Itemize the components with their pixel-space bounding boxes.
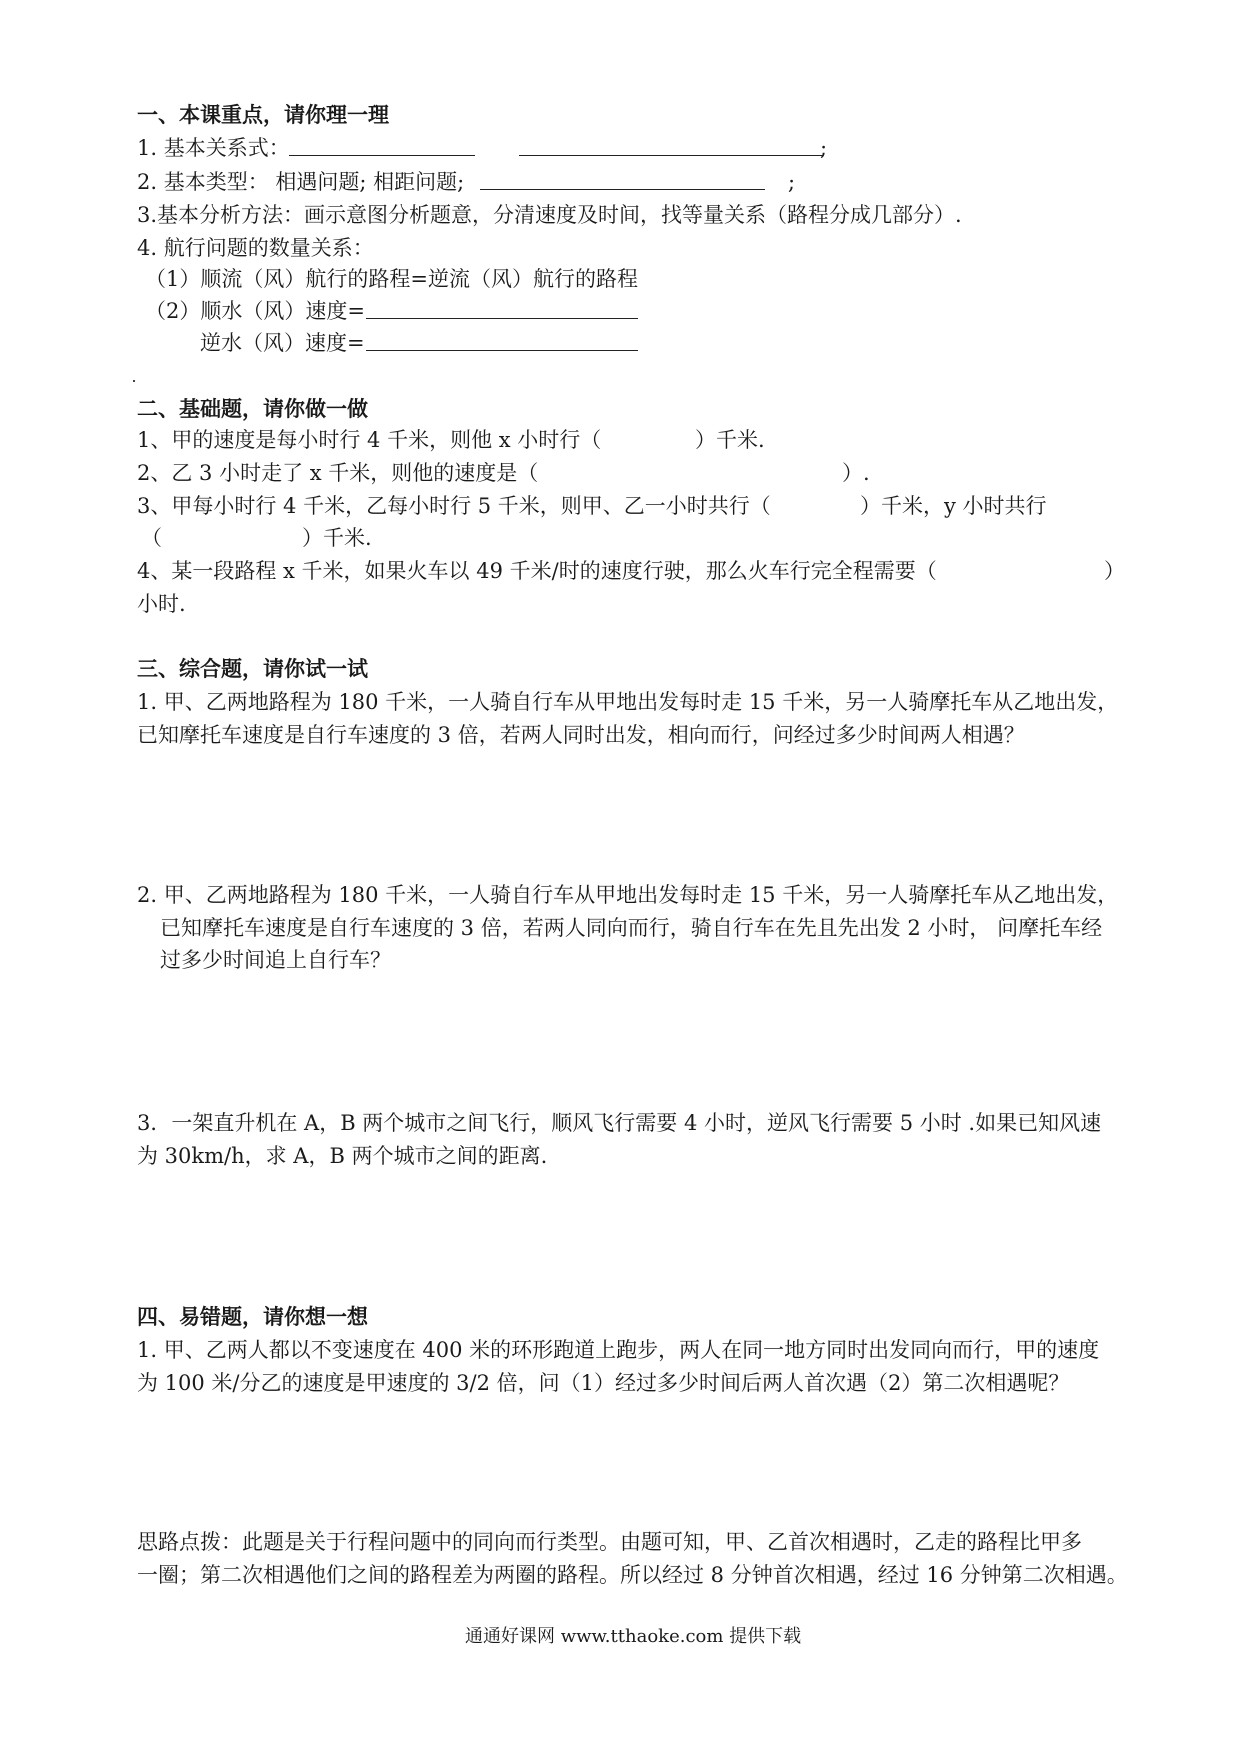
upstream-speed-blank[interactable] (366, 328, 638, 359)
q2-text: 2、乙 3 小时走了 x 千米，则他的速度是（ (137, 461, 539, 485)
s4-p1-line1: 1. 甲、乙两人都以不变速度在 400 米的环形跑道上跑步，两人在同一地方同时出发同向而行，甲的速度 (137, 1338, 1100, 1362)
q4-text: 4、某一段路程 x 千米，如果火车以 49 千米/时的速度行驶，那么火车行完全程需要（ (137, 559, 937, 583)
q3-end: ）千米. (302, 526, 372, 550)
item2-blank[interactable] (480, 167, 765, 198)
hint-line1: 思路点拨：此题是关于行程问题中的同向而行类型。由题可知，甲、乙首次相遇时，乙走的路程比甲多 (137, 1530, 1082, 1554)
section2-q3 (0, 491, 1240, 521)
q4-end: 小时. (137, 592, 186, 616)
section1-heading (0, 100, 1240, 130)
section3-p3-line1 (0, 1108, 1240, 1138)
p1-line1: 1. 甲、乙两地路程为 180 千米，一人骑自行车从甲地出发每时走 15 千米，另一人骑摩托车从乙地出发， (137, 690, 1119, 714)
item1-label: 1. 基本关系式： (137, 136, 290, 160)
section3-heading (0, 654, 1240, 684)
section1-item3 (0, 200, 1240, 230)
item2-label: 2. 基本类型： 相遇问题; 相距问题; (137, 170, 465, 194)
item1-end: ; (820, 136, 828, 160)
q3-mid: ）千米，y 小时共行 (860, 494, 1047, 518)
footer-text: 通通好课网 www.tthaoke.com 提供下载 (465, 1626, 802, 1647)
section1-item1 (0, 133, 1240, 163)
p2-line1: 2. 甲、乙两地路程为 180 千米，一人骑自行车从甲地出发每时走 15 千米，另一人骑摩托车从乙地出发， (137, 883, 1119, 907)
section4-hint-line2 (0, 1560, 1240, 1590)
section2-heading-text: 二、基础题，请你做一做 (137, 396, 368, 421)
p2-line2: 已知摩托车速度是自行车速度的 3 倍，若两人同向而行，骑自行车在先且先出发 2 小时， 问摩托车经 (160, 916, 1103, 940)
section2-q2 (0, 458, 1240, 488)
section3-p2-line3 (0, 945, 1240, 975)
item2-end: ; (788, 170, 796, 194)
section3-heading-text: 三、综合题，请你试一试 (137, 656, 368, 681)
section2-q4 (0, 556, 1240, 586)
q1-text: 1、甲的速度是每小时行 4 千米，则他 x 小时行（ (137, 428, 602, 452)
q2-end: ）. (842, 461, 870, 485)
item1-blank-a[interactable] (289, 133, 475, 164)
p1-line2: 已知摩托车速度是自行车速度的 3 倍，若两人同时出发，相向而行，问经过多少时间两人相遇？ (137, 723, 1025, 747)
p3-line1: 3．一架直升机在 A，B 两个城市之间飞行，顺风飞行需要 4 小时，逆风飞行需要 5 小时 .如果已知风速 (137, 1111, 1102, 1135)
section2-q4-cont (0, 589, 1240, 619)
q3-open: （ (141, 526, 162, 550)
section3-p1-line2 (0, 720, 1240, 750)
item3-text: 3.基本分析方法：画示意图分析题意，分清速度及时间，找等量关系（路程分成几部分）. (137, 203, 962, 227)
q4-close: ） (1104, 559, 1125, 583)
page-footer (0, 1622, 1240, 1652)
item4-text: 4. 航行问题的数量关系： (137, 236, 374, 260)
item4-2-label: （2）顺水（风）速度= (145, 299, 365, 323)
section2-q3-cont (0, 523, 1240, 553)
section4-hint-line1 (0, 1527, 1240, 1557)
downstream-speed-blank[interactable] (366, 296, 638, 327)
q3-text: 3、甲每小时行 4 千米，乙每小时行 5 千米，则甲、乙一小时共行（ (137, 494, 771, 518)
section1-item4-2 (0, 296, 1240, 326)
item4-3-label: 逆水（风）速度= (200, 331, 365, 355)
section3-p1-line1 (0, 687, 1240, 717)
p2-line3: 过多少时间追上自行车？ (160, 948, 391, 972)
section4-heading (0, 1302, 1240, 1332)
s4-p1-line2: 为 100 米/分乙的速度是甲速度的 3/2 倍，问（1）经过多少时间后两人首次遇（2）第二次相遇呢？ (137, 1371, 1070, 1395)
section1-item4 (0, 233, 1240, 263)
scan-speck (133, 380, 135, 382)
item1-blank-b[interactable] (519, 133, 823, 164)
q1-end: ）千米. (695, 428, 765, 452)
section1-item4-3 (0, 328, 1240, 358)
item4-1-text: （1）顺流（风）航行的路程=逆流（风）航行的路程 (145, 267, 638, 291)
section3-p3-line2 (0, 1141, 1240, 1171)
section4-heading-text: 四、易错题，请你想一想 (137, 1304, 368, 1329)
section3-p2-line1 (0, 880, 1240, 910)
section2-q1 (0, 425, 1240, 455)
section1-item4-1 (0, 264, 1240, 294)
section1-heading-text: 一、本课重点，请你理一理 (137, 102, 389, 127)
section4-p1-line1 (0, 1335, 1240, 1365)
section3-p2-line2 (0, 913, 1240, 943)
p3-line2: 为 30km/h，求 A，B 两个城市之间的距离. (137, 1144, 548, 1168)
section2-heading (0, 394, 1240, 424)
section1-item2 (0, 167, 1240, 197)
section4-p1-line2 (0, 1368, 1240, 1398)
hint-line2: 一圈；第二次相遇他们之间的路程差为两圈的路程。所以经过 8 分钟首次相遇，经过 16 分钟第二次相遇。 (137, 1563, 1128, 1587)
